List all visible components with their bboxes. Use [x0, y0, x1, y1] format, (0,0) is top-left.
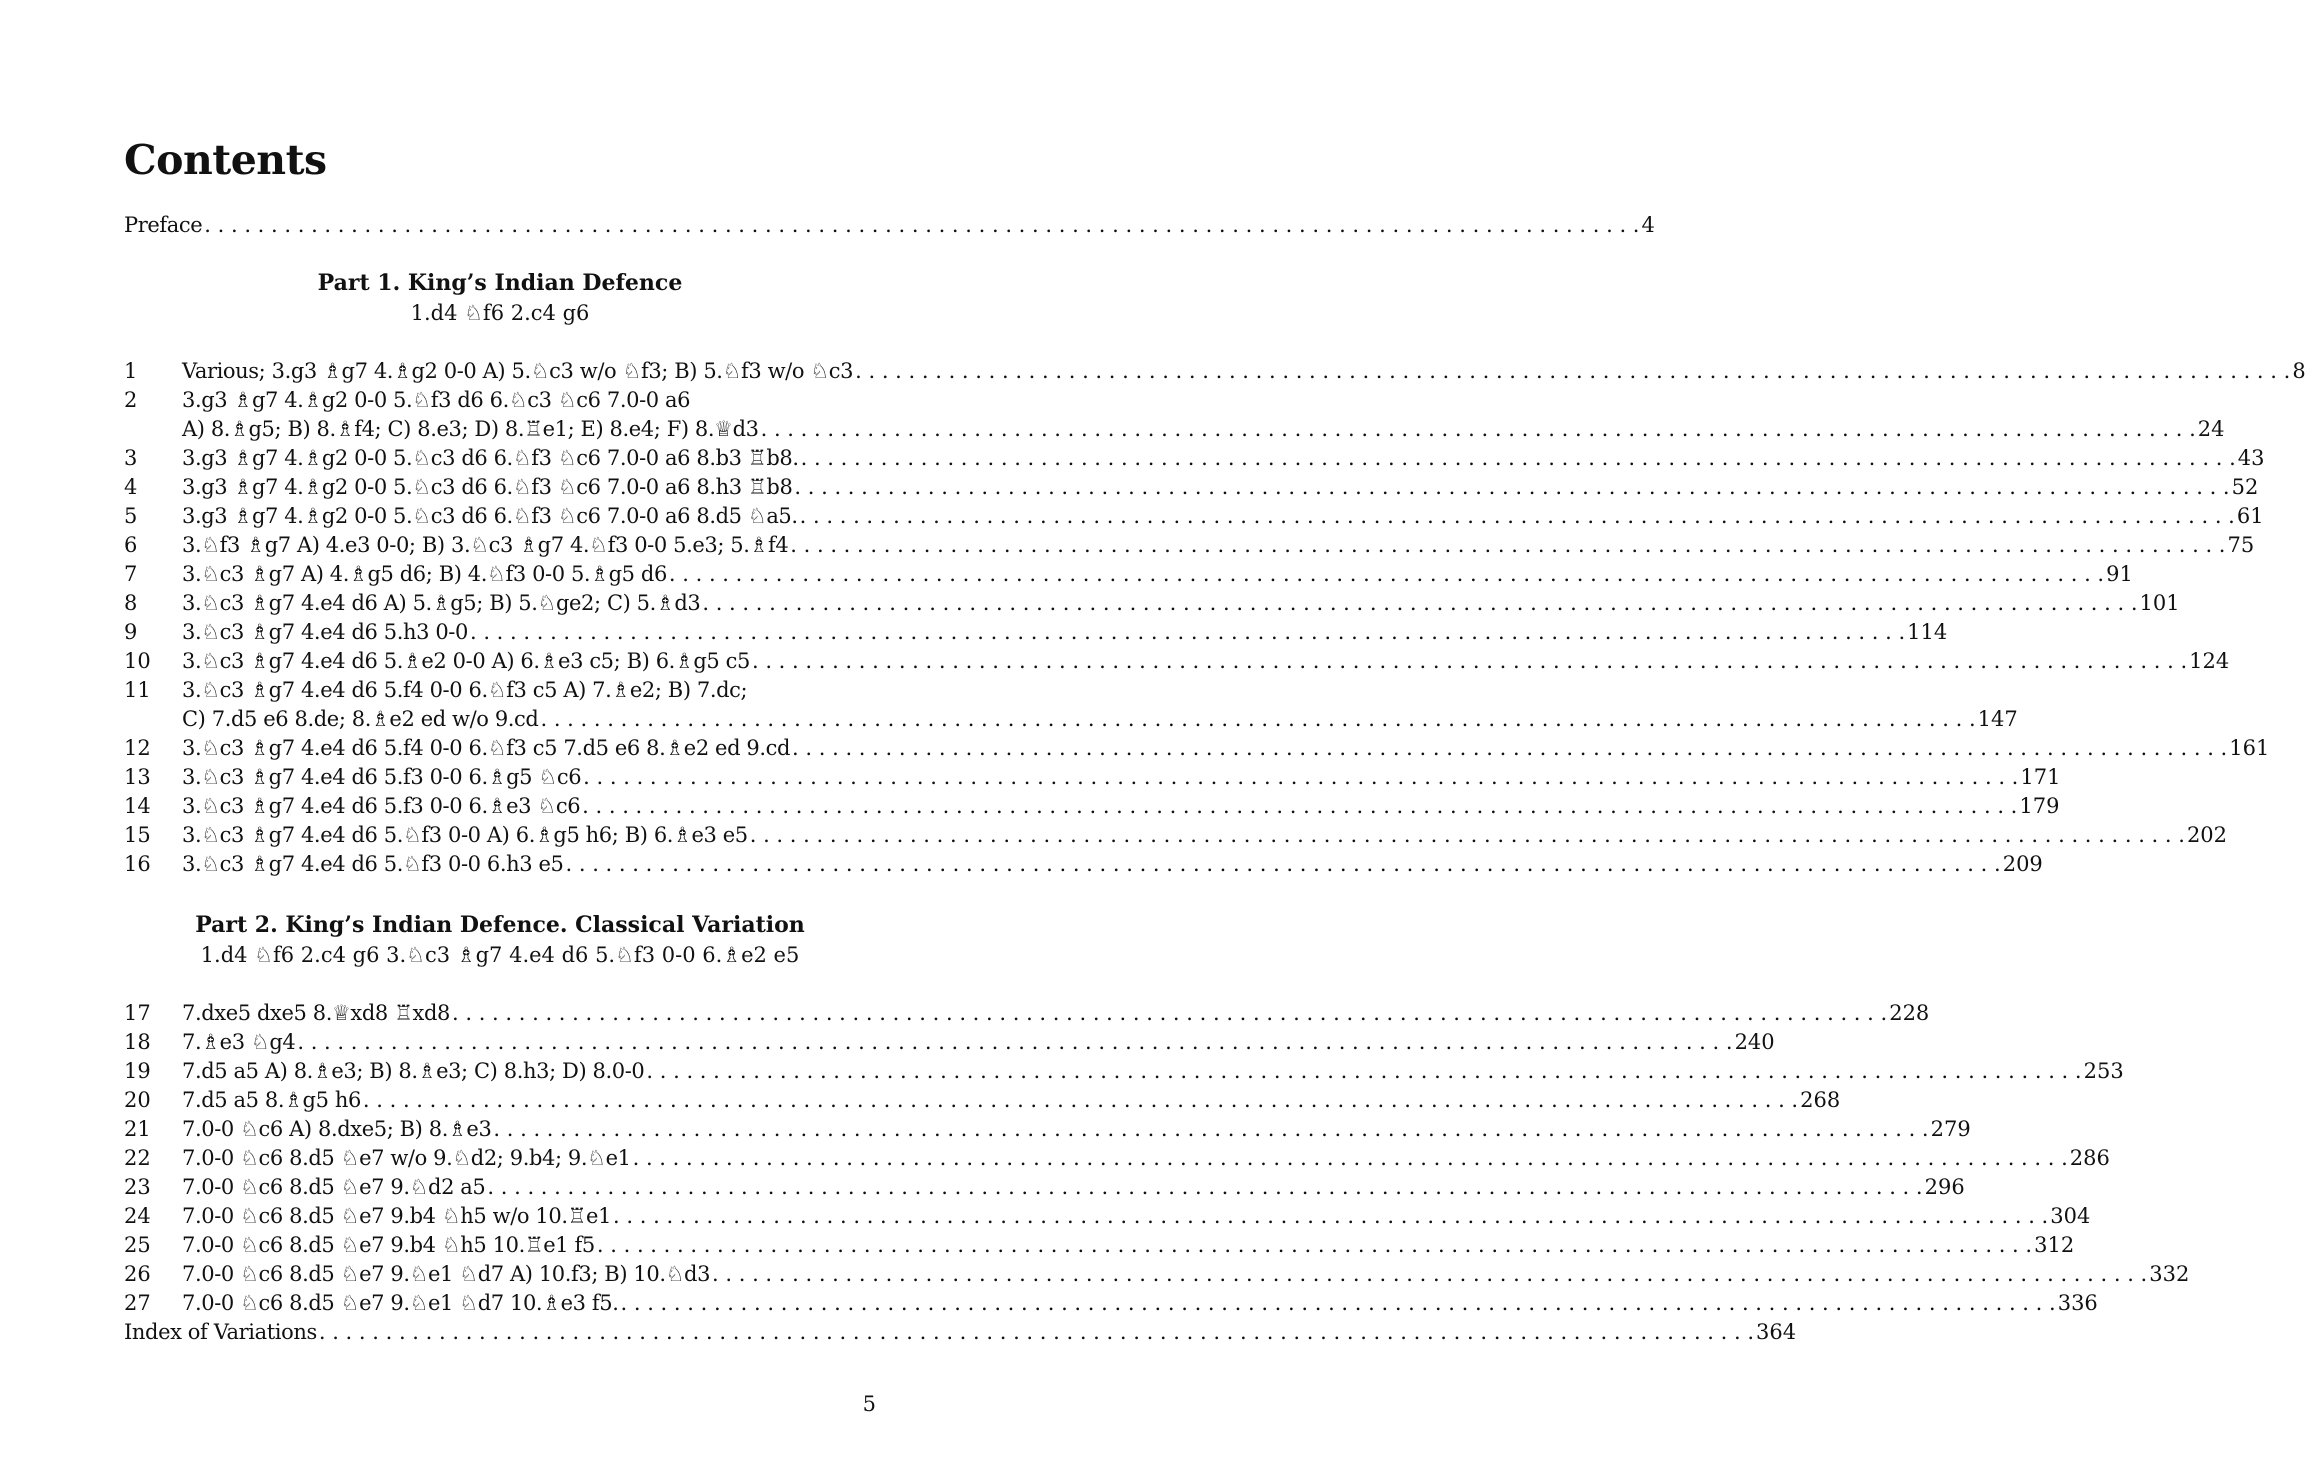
- toc-page-number: 8: [2292, 359, 2306, 383]
- leader-dots: [566, 850, 2001, 879]
- toc-page-number: 268: [1800, 1088, 1841, 1112]
- chapter-row: [124, 502, 2264, 531]
- toc-page-number: 4: [1641, 213, 1655, 237]
- toc-page-number: 332: [2149, 1262, 2190, 1286]
- chapter-moves: 3.♘c3 ♗g7 4.e4 d6 5.h3 0-0: [182, 620, 468, 644]
- chapter-number: 8: [124, 591, 138, 615]
- chapter-number: 20: [124, 1088, 151, 1112]
- chapter-row: [124, 850, 2043, 879]
- toc-page-number: 147: [1977, 707, 2018, 731]
- chapter-moves-continued: A) 8.♗g5; B) 8.♗f4; C) 8.e3; D) 8.♖e1; E) 8.e4; F) 8.♕d3: [182, 417, 759, 441]
- chapter-row: [124, 821, 2228, 850]
- leader-dots: [761, 415, 2196, 444]
- chapter-number: 17: [124, 1001, 151, 1025]
- chapter-row: [124, 531, 2255, 560]
- part-2-heading: [124, 910, 876, 970]
- toc-page-number: 179: [2019, 794, 2060, 818]
- chapter-row: [124, 792, 2060, 821]
- toc-page-number: 202: [2186, 823, 2228, 847]
- chapter-moves: 7.0-0 ♘c6 8.d5 ♘e7 9.♘e1 ♘d7 A) 10.f3; B) 10.♘d3: [182, 1262, 711, 1286]
- leader-dots: [297, 1028, 1732, 1057]
- chapter-row: [124, 357, 2306, 386]
- chapter-number: 25: [124, 1233, 151, 1257]
- chapter-number: 22: [124, 1146, 151, 1170]
- toc-page-number: 43: [2237, 446, 2265, 470]
- chapter-number: 15: [124, 823, 151, 847]
- toc-page-number: 312: [2034, 1233, 2075, 1257]
- toc-page-number: 279: [1930, 1117, 1971, 1141]
- toc-page-number: 114: [1907, 620, 1948, 644]
- toc-row: [124, 211, 1655, 240]
- part-moves: 1.d4 ♘f6 2.c4 g6 3.♘c3 ♗g7 4.e4 d6 5.♘f3 0-0 6.♗e2 e5: [200, 943, 800, 967]
- page-title: Contents: [124, 136, 327, 184]
- chapter-number: 14: [124, 794, 151, 818]
- toc-page-number: 101: [2139, 591, 2180, 615]
- chapter-moves: 3.♘f3 ♗g7 A) 4.e3 0-0; B) 3.♘c3 ♗g7 4.♘f3 0-0 5.e3; 5.♗f4: [182, 533, 789, 557]
- chapter-moves: 3.♘c3 ♗g7 4.e4 d6 5.f4 0-0 6.♘f3 c5 7.d5 e6 8.♗e2 ed 9.cd: [182, 736, 791, 760]
- chapter-number: 19: [124, 1059, 151, 1083]
- toc-page-number: 209: [2002, 852, 2043, 876]
- chapter-row: [124, 1144, 2110, 1173]
- chapter-moves: 7.d5 a5 A) 8.♗e3; B) 8.♗e3; C) 8.h3; D) 8.0-0: [182, 1059, 645, 1083]
- toc-page-number: 253: [2083, 1059, 2124, 1083]
- chapter-moves: 3.g3 ♗g7 4.♗g2 0-0 5.♘c3 d6 6.♘f3 ♘c6 7.0-0 a6 8.d5 ♘a5.: [182, 504, 798, 528]
- toc-page-number: 296: [1924, 1175, 1965, 1199]
- leader-dots: [621, 1289, 2056, 1318]
- leader-dots: [633, 1144, 2068, 1173]
- chapter-row: [124, 734, 2270, 763]
- chapter-number: 9: [124, 620, 138, 644]
- chapter-row: [124, 763, 2061, 792]
- leader-dots: [800, 502, 2235, 531]
- chapter-moves: 3.♘c3 ♗g7 4.e4 d6 5.♘f3 0-0 A) 6.♗g5 h6; B) 6.♗e3 e5: [182, 823, 748, 847]
- chapter-number: 16: [124, 852, 151, 876]
- chapter-number: 7: [124, 562, 138, 586]
- part-1-chapter-list: [124, 357, 2306, 879]
- toc-page-number: 336: [2057, 1291, 2098, 1315]
- leader-dots: [794, 473, 2229, 502]
- chapter-row: [124, 589, 2180, 618]
- chapter-row: [124, 1173, 1965, 1202]
- leader-dots: [583, 763, 2018, 792]
- toc-page-number: 75: [2227, 533, 2255, 557]
- chapter-number: 1: [124, 359, 138, 383]
- part-title: Part 1. King’s Indian Defence: [317, 270, 683, 296]
- leader-dots: [204, 211, 1639, 240]
- chapter-moves: 7.0-0 ♘c6 8.d5 ♘e7 9.♘d2 a5: [182, 1175, 486, 1199]
- chapter-moves: 7.0-0 ♘c6 8.d5 ♘e7 9.b4 ♘h5 10.♖e1 f5: [182, 1233, 595, 1257]
- chapter-row: [124, 647, 2230, 676]
- chapter-moves: 7.0-0 ♘c6 A) 8.dxe5; B) 8.♗e3: [182, 1117, 492, 1141]
- leader-dots: [613, 1202, 2048, 1231]
- chapter-moves: 3.g3 ♗g7 4.♗g2 0-0 5.♘c3 d6 6.♘f3 ♘c6 7.0-0 a6 8.b3 ♖b8.: [182, 446, 799, 470]
- toc-page-number: 91: [2106, 562, 2133, 586]
- leader-dots: [363, 1086, 1798, 1115]
- leader-dots: [669, 560, 2104, 589]
- part-moves: 1.d4 ♘f6 2.c4 g6: [410, 301, 590, 325]
- toc-page-number: 304: [2050, 1204, 2091, 1228]
- leader-dots: [855, 357, 2290, 386]
- chapter-moves-continued: C) 7.d5 e6 8.de; 8.♗e2 ed w/o 9.cd: [182, 707, 539, 731]
- toc-page-number: 124: [2189, 649, 2230, 673]
- chapter-moves: 7.0-0 ♘c6 8.d5 ♘e7 9.b4 ♘h5 w/o 10.♖e1: [182, 1204, 612, 1228]
- leader-dots: [452, 999, 1887, 1028]
- chapter-moves: 3.♘c3 ♗g7 4.e4 d6 A) 5.♗g5; B) 5.♘ge2; C) 5.♗d3: [182, 591, 701, 615]
- leader-dots: [540, 705, 1975, 734]
- chapter-moves: 7.dxe5 dxe5 8.♕xd8 ♖xd8: [182, 1001, 450, 1025]
- toc-index-row: [124, 1318, 1797, 1347]
- chapter-moves: 3.♘c3 ♗g7 4.e4 d6 5.f4 0-0 6.♘f3 c5 A) 7.♗e2; B) 7.dc;: [182, 678, 748, 702]
- chapter-number: 10: [124, 649, 151, 673]
- toc-page-number: 171: [2020, 765, 2061, 789]
- chapter-row: [124, 560, 2133, 589]
- chapter-row: [124, 473, 2259, 502]
- chapter-moves: 3.g3 ♗g7 4.♗g2 0-0 5.♘f3 d6 6.♘c3 ♘c6 7.0-0 a6: [182, 388, 691, 412]
- page-number: 5: [862, 1392, 876, 1416]
- toc-page-number: 61: [2236, 504, 2264, 528]
- leader-dots: [493, 1115, 1928, 1144]
- toc-preface: [124, 211, 1655, 240]
- leader-dots: [582, 792, 2017, 821]
- chapter-number: 24: [124, 1204, 151, 1228]
- toc-page-number: 52: [2231, 475, 2259, 499]
- chapter-moves: 7.♗e3 ♘g4: [182, 1030, 296, 1054]
- leader-dots: [702, 589, 2137, 618]
- chapter-row: [124, 386, 876, 415]
- leader-dots: [750, 821, 2185, 850]
- toc-entry-label: Index of Variations: [124, 1320, 317, 1344]
- leader-dots: [790, 531, 2225, 560]
- leader-dots: [646, 1057, 2081, 1086]
- chapter-row: [124, 1202, 2091, 1231]
- toc-page-number: 364: [1756, 1320, 1797, 1344]
- chapter-row: [124, 1057, 2124, 1086]
- chapter-moves: 7.d5 a5 8.♗g5 h6: [182, 1088, 361, 1112]
- leader-dots: [712, 1260, 2147, 1289]
- chapter-number: 18: [124, 1030, 151, 1054]
- chapter-row: [124, 1115, 1971, 1144]
- chapter-row: [124, 618, 1948, 647]
- chapter-number: 27: [124, 1291, 151, 1315]
- toc-page-number: 24: [2197, 417, 2225, 441]
- chapter-number: 2: [124, 388, 138, 412]
- chapter-moves: 3.♘c3 ♗g7 4.e4 d6 5.♘f3 0-0 6.h3 e5: [182, 852, 564, 876]
- toc-page-number: 240: [1734, 1030, 1775, 1054]
- toc-entry-label: Preface: [124, 213, 203, 237]
- chapter-row: [124, 676, 876, 705]
- leader-dots: [319, 1318, 1754, 1347]
- chapter-moves: 7.0-0 ♘c6 8.d5 ♘e7 w/o 9.♘d2; 9.b4; 9.♘e1: [182, 1146, 631, 1170]
- chapter-row: [124, 1028, 1775, 1057]
- chapter-moves: 7.0-0 ♘c6 8.d5 ♘e7 9.♘e1 ♘d7 10.♗e3 f5.: [182, 1291, 619, 1315]
- chapter-row: [124, 999, 1930, 1028]
- chapter-row: [124, 444, 2265, 473]
- part-2-chapter-list: [124, 999, 2190, 1347]
- leader-dots: [487, 1173, 1922, 1202]
- chapter-row: [124, 1260, 2190, 1289]
- toc-page-number: 228: [1889, 1001, 1930, 1025]
- chapter-moves: 3.♘c3 ♗g7 4.e4 d6 5.♗e2 0-0 A) 6.♗e3 c5; B) 6.♗g5 c5: [182, 649, 750, 673]
- chapter-number: 26: [124, 1262, 151, 1286]
- leader-dots: [792, 734, 2227, 763]
- chapter-moves: Various; 3.g3 ♗g7 4.♗g2 0-0 A) 5.♘c3 w/o ♘f3; B) 5.♘f3 w/o ♘c3: [182, 359, 854, 383]
- chapter-number: 3: [124, 446, 138, 470]
- toc-page-number: 161: [2229, 736, 2270, 760]
- chapter-row: [124, 1086, 1841, 1115]
- leader-dots: [597, 1231, 2032, 1260]
- leader-dots: [752, 647, 2187, 676]
- chapter-number: 13: [124, 765, 151, 789]
- part-title: Part 2. King’s Indian Defence. Classical Variation: [195, 912, 805, 938]
- chapter-number: 4: [124, 475, 138, 499]
- chapter-number: 6: [124, 533, 138, 557]
- chapter-row: [124, 1231, 2075, 1260]
- chapter-number: 5: [124, 504, 138, 528]
- chapter-number: 12: [124, 736, 151, 760]
- part-1-heading: [124, 268, 876, 328]
- leader-dots: [801, 444, 2236, 473]
- toc-page-number: 286: [2069, 1146, 2110, 1170]
- chapter-moves: 3.♘c3 ♗g7 A) 4.♗g5 d6; B) 4.♘f3 0-0 5.♗g5 d6: [182, 562, 667, 586]
- chapter-number: 23: [124, 1175, 151, 1199]
- chapter-row-continuation: [124, 705, 2018, 734]
- chapter-row: [124, 1289, 2098, 1318]
- chapter-moves: 3.♘c3 ♗g7 4.e4 d6 5.f3 0-0 6.♗g5 ♘c6: [182, 765, 582, 789]
- chapter-row-continuation: [124, 415, 2225, 444]
- chapter-number: 11: [124, 678, 151, 702]
- chapter-number: 21: [124, 1117, 151, 1141]
- chapter-moves: 3.g3 ♗g7 4.♗g2 0-0 5.♘c3 d6 6.♘f3 ♘c6 7.0-0 a6 8.h3 ♖b8: [182, 475, 793, 499]
- leader-dots: [470, 618, 1905, 647]
- chapter-moves: 3.♘c3 ♗g7 4.e4 d6 5.f3 0-0 6.♗e3 ♘c6: [182, 794, 581, 818]
